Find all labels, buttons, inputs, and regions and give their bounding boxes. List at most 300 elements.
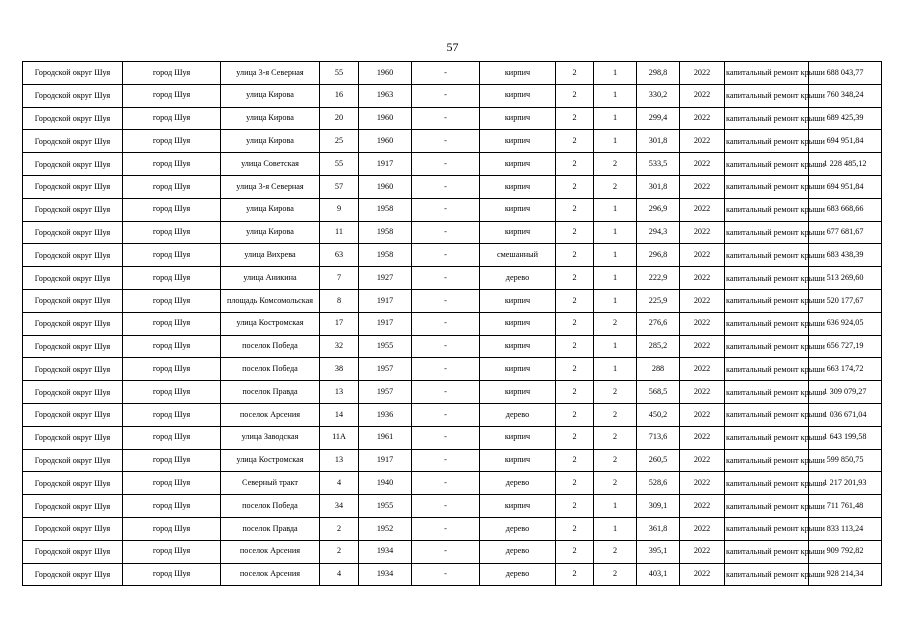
blank-cell: - (412, 517, 480, 540)
plan-year-cell: 2022 (680, 540, 725, 563)
cost-cell: 683 668,66 (809, 198, 882, 221)
cost-cell: 694 951,84 (809, 130, 882, 153)
build-year-cell: 1957 (359, 381, 412, 404)
house-number-cell: 16 (320, 84, 359, 107)
house-number-cell: 34 (320, 495, 359, 518)
plan-year-cell: 2022 (680, 289, 725, 312)
table-row (23, 153, 882, 176)
municipality-cell: Городской округ Шуя (23, 84, 123, 107)
settlement-cell: город Шуя (123, 130, 221, 153)
blank-cell: - (412, 563, 480, 586)
blank-cell: - (412, 62, 480, 85)
work-type-cell: капитальный ремонт крыши (725, 449, 809, 472)
table-row (23, 221, 882, 244)
municipality-cell: Городской округ Шуя (23, 495, 123, 518)
area-cell: 296,8 (637, 244, 680, 267)
area-cell: 294,3 (637, 221, 680, 244)
work-type-cell: капитальный ремонт крыши (725, 312, 809, 335)
table-row (23, 130, 882, 153)
work-type-cell: капитальный ремонт крыши (725, 426, 809, 449)
settlement-cell: город Шуя (123, 244, 221, 267)
settlement-cell: город Шуя (123, 358, 221, 381)
street-cell: Северный тракт (221, 472, 320, 495)
house-number-cell: 57 (320, 175, 359, 198)
table-row (23, 403, 882, 426)
house-number-cell: 13 (320, 381, 359, 404)
table-row (23, 358, 882, 381)
area-cell: 301,8 (637, 175, 680, 198)
cost-cell: 1 036 671,04 (809, 403, 882, 426)
floors-cell: 2 (556, 358, 594, 381)
area-cell: 260,5 (637, 449, 680, 472)
street-cell: улица 3-я Северная (221, 175, 320, 198)
municipality-cell: Городской округ Шуя (23, 381, 123, 404)
street-cell: улица Кирова (221, 221, 320, 244)
municipality-cell: Городской округ Шуя (23, 244, 123, 267)
table-row (23, 540, 882, 563)
entrances-cell: 2 (594, 426, 637, 449)
cost-cell: 663 174,72 (809, 358, 882, 381)
cost-cell: 599 850,75 (809, 449, 882, 472)
cost-cell: 694 951,84 (809, 175, 882, 198)
street-cell: площадь Комсомольская (221, 289, 320, 312)
entrances-cell: 2 (594, 403, 637, 426)
area-cell: 330,2 (637, 84, 680, 107)
settlement-cell: город Шуя (123, 312, 221, 335)
floors-cell: 2 (556, 335, 594, 358)
table-row (23, 84, 882, 107)
work-type-cell: капитальный ремонт крыши (725, 358, 809, 381)
house-number-cell: 7 (320, 267, 359, 290)
street-cell: поселок Правда (221, 517, 320, 540)
house-number-cell: 13 (320, 449, 359, 472)
entrances-cell: 2 (594, 449, 637, 472)
cost-cell: 689 425,39 (809, 107, 882, 130)
cost-cell: 520 177,67 (809, 289, 882, 312)
work-type-cell: капитальный ремонт крыши (725, 221, 809, 244)
area-cell: 225,9 (637, 289, 680, 312)
work-type-cell: капитальный ремонт крыши (725, 84, 809, 107)
work-type-cell: капитальный ремонт крыши (725, 244, 809, 267)
work-type-cell: капитальный ремонт крыши (725, 198, 809, 221)
entrances-cell: 2 (594, 381, 637, 404)
plan-year-cell: 2022 (680, 175, 725, 198)
house-number-cell: 4 (320, 472, 359, 495)
area-cell: 285,2 (637, 335, 680, 358)
floors-cell: 2 (556, 244, 594, 267)
table-row (23, 175, 882, 198)
municipality-cell: Городской округ Шуя (23, 289, 123, 312)
entrances-cell: 1 (594, 198, 637, 221)
settlement-cell: город Шуя (123, 472, 221, 495)
table-row (23, 563, 882, 586)
municipality-cell: Городской округ Шуя (23, 62, 123, 85)
floors-cell: 2 (556, 130, 594, 153)
table-row (23, 426, 882, 449)
floors-cell: 2 (556, 84, 594, 107)
house-number-cell: 55 (320, 62, 359, 85)
work-type-cell: капитальный ремонт крыши (725, 472, 809, 495)
entrances-cell: 1 (594, 221, 637, 244)
build-year-cell: 1917 (359, 449, 412, 472)
street-cell: улица 3-я Северная (221, 62, 320, 85)
table-row (23, 335, 882, 358)
blank-cell: - (412, 472, 480, 495)
cost-cell: 711 761,48 (809, 495, 882, 518)
settlement-cell: город Шуя (123, 335, 221, 358)
wall-material-cell: дерево (480, 563, 556, 586)
settlement-cell: город Шуя (123, 84, 221, 107)
area-cell: 296,9 (637, 198, 680, 221)
blank-cell: - (412, 312, 480, 335)
floors-cell: 2 (556, 107, 594, 130)
municipality-cell: Городской округ Шуя (23, 540, 123, 563)
build-year-cell: 1955 (359, 335, 412, 358)
work-type-cell: капитальный ремонт крыши (725, 153, 809, 176)
build-year-cell: 1917 (359, 312, 412, 335)
area-cell: 568,5 (637, 381, 680, 404)
municipality-cell: Городской округ Шуя (23, 426, 123, 449)
settlement-cell: город Шуя (123, 426, 221, 449)
plan-year-cell: 2022 (680, 495, 725, 518)
settlement-cell: город Шуя (123, 153, 221, 176)
entrances-cell: 1 (594, 130, 637, 153)
work-type-cell: капитальный ремонт крыши (725, 107, 809, 130)
build-year-cell: 1960 (359, 62, 412, 85)
municipality-cell: Городской округ Шуя (23, 403, 123, 426)
entrances-cell: 2 (594, 153, 637, 176)
cost-cell: 928 214,34 (809, 563, 882, 586)
street-cell: улица Заводская (221, 426, 320, 449)
street-cell: улица Кирова (221, 84, 320, 107)
table-row (23, 198, 882, 221)
area-cell: 276,6 (637, 312, 680, 335)
floors-cell: 2 (556, 472, 594, 495)
work-type-cell: капитальный ремонт крыши (725, 540, 809, 563)
floors-cell: 2 (556, 175, 594, 198)
plan-year-cell: 2022 (680, 107, 725, 130)
work-type-cell: капитальный ремонт крыши (725, 62, 809, 85)
build-year-cell: 1936 (359, 403, 412, 426)
area-cell: 309,1 (637, 495, 680, 518)
floors-cell: 2 (556, 517, 594, 540)
municipality-cell: Городской округ Шуя (23, 449, 123, 472)
street-cell: улица Вихрева (221, 244, 320, 267)
house-number-cell: 25 (320, 130, 359, 153)
blank-cell: - (412, 84, 480, 107)
blank-cell: - (412, 289, 480, 312)
floors-cell: 2 (556, 312, 594, 335)
wall-material-cell: кирпич (480, 130, 556, 153)
entrances-cell: 2 (594, 563, 637, 586)
cost-cell: 656 727,19 (809, 335, 882, 358)
cost-cell: 1 309 079,27 (809, 381, 882, 404)
wall-material-cell: кирпич (480, 449, 556, 472)
settlement-cell: город Шуя (123, 175, 221, 198)
cost-cell: 683 438,39 (809, 244, 882, 267)
plan-year-cell: 2022 (680, 563, 725, 586)
table-row (23, 107, 882, 130)
wall-material-cell: кирпич (480, 358, 556, 381)
plan-year-cell: 2022 (680, 403, 725, 426)
blank-cell: - (412, 244, 480, 267)
municipality-cell: Городской округ Шуя (23, 563, 123, 586)
build-year-cell: 1958 (359, 221, 412, 244)
settlement-cell: город Шуя (123, 289, 221, 312)
entrances-cell: 1 (594, 335, 637, 358)
work-type-cell: капитальный ремонт крыши (725, 381, 809, 404)
blank-cell: - (412, 198, 480, 221)
blank-cell: - (412, 358, 480, 381)
municipality-cell: Городской округ Шуя (23, 153, 123, 176)
cost-cell: 833 113,24 (809, 517, 882, 540)
area-cell: 713,6 (637, 426, 680, 449)
floors-cell: 2 (556, 449, 594, 472)
cost-cell: 636 924,05 (809, 312, 882, 335)
build-year-cell: 1940 (359, 472, 412, 495)
table-row (23, 381, 882, 404)
build-year-cell: 1927 (359, 267, 412, 290)
settlement-cell: город Шуя (123, 198, 221, 221)
plan-year-cell: 2022 (680, 153, 725, 176)
build-year-cell: 1960 (359, 130, 412, 153)
table-row (23, 267, 882, 290)
street-cell: поселок Победа (221, 495, 320, 518)
build-year-cell: 1955 (359, 495, 412, 518)
house-number-cell: 4 (320, 563, 359, 586)
wall-material-cell: кирпич (480, 175, 556, 198)
work-type-cell: капитальный ремонт крыши (725, 267, 809, 290)
plan-year-cell: 2022 (680, 130, 725, 153)
wall-material-cell: кирпич (480, 381, 556, 404)
settlement-cell: город Шуя (123, 221, 221, 244)
plan-year-cell: 2022 (680, 84, 725, 107)
house-number-cell: 32 (320, 335, 359, 358)
cost-cell: 1 643 199,58 (809, 426, 882, 449)
build-year-cell: 1958 (359, 244, 412, 267)
entrances-cell: 2 (594, 472, 637, 495)
cost-cell: 1 217 201,93 (809, 472, 882, 495)
area-cell: 528,6 (637, 472, 680, 495)
blank-cell: - (412, 449, 480, 472)
wall-material-cell: кирпич (480, 495, 556, 518)
settlement-cell: город Шуя (123, 267, 221, 290)
floors-cell: 2 (556, 381, 594, 404)
wall-material-cell: дерево (480, 403, 556, 426)
cost-cell: 688 043,77 (809, 62, 882, 85)
build-year-cell: 1958 (359, 198, 412, 221)
build-year-cell: 1960 (359, 175, 412, 198)
wall-material-cell: дерево (480, 517, 556, 540)
plan-year-cell: 2022 (680, 449, 725, 472)
wall-material-cell: дерево (480, 472, 556, 495)
entrances-cell: 1 (594, 107, 637, 130)
area-cell: 450,2 (637, 403, 680, 426)
plan-year-cell: 2022 (680, 358, 725, 381)
settlement-cell: город Шуя (123, 449, 221, 472)
area-cell: 298,8 (637, 62, 680, 85)
entrances-cell: 2 (594, 540, 637, 563)
street-cell: улица Костромская (221, 312, 320, 335)
work-type-cell: капитальный ремонт крыши (725, 495, 809, 518)
plan-year-cell: 2022 (680, 267, 725, 290)
floors-cell: 2 (556, 540, 594, 563)
plan-year-cell: 2022 (680, 62, 725, 85)
blank-cell: - (412, 221, 480, 244)
table-row (23, 244, 882, 267)
house-number-cell: 9 (320, 198, 359, 221)
area-cell: 361,8 (637, 517, 680, 540)
floors-cell: 2 (556, 289, 594, 312)
table-row (23, 472, 882, 495)
build-year-cell: 1934 (359, 563, 412, 586)
blank-cell: - (412, 130, 480, 153)
municipality-cell: Городской округ Шуя (23, 107, 123, 130)
plan-year-cell: 2022 (680, 335, 725, 358)
table-row (23, 495, 882, 518)
entrances-cell: 1 (594, 358, 637, 381)
wall-material-cell: кирпич (480, 426, 556, 449)
floors-cell: 2 (556, 495, 594, 518)
wall-material-cell: дерево (480, 540, 556, 563)
blank-cell: - (412, 107, 480, 130)
entrances-cell: 1 (594, 289, 637, 312)
entrances-cell: 1 (594, 267, 637, 290)
table-row (23, 62, 882, 85)
cost-cell: 513 269,60 (809, 267, 882, 290)
street-cell: поселок Победа (221, 335, 320, 358)
street-cell: поселок Арсения (221, 540, 320, 563)
entrances-cell: 1 (594, 62, 637, 85)
wall-material-cell: кирпич (480, 62, 556, 85)
street-cell: поселок Арсения (221, 563, 320, 586)
floors-cell: 2 (556, 403, 594, 426)
house-number-cell: 11А (320, 426, 359, 449)
wall-material-cell: кирпич (480, 221, 556, 244)
house-number-cell: 8 (320, 289, 359, 312)
cost-cell: 677 681,67 (809, 221, 882, 244)
plan-year-cell: 2022 (680, 244, 725, 267)
plan-year-cell: 2022 (680, 198, 725, 221)
street-cell: поселок Арсения (221, 403, 320, 426)
municipality-cell: Городской округ Шуя (23, 221, 123, 244)
settlement-cell: город Шуя (123, 403, 221, 426)
wall-material-cell: кирпич (480, 335, 556, 358)
plan-year-cell: 2022 (680, 312, 725, 335)
area-cell: 395,1 (637, 540, 680, 563)
work-type-cell: капитальный ремонт крыши (725, 517, 809, 540)
house-number-cell: 38 (320, 358, 359, 381)
municipality-cell: Городской округ Шуя (23, 472, 123, 495)
house-number-cell: 2 (320, 540, 359, 563)
cost-cell: 1 228 485,12 (809, 153, 882, 176)
entrances-cell: 2 (594, 312, 637, 335)
table-row (23, 449, 882, 472)
municipality-cell: Городской округ Шуя (23, 130, 123, 153)
wall-material-cell: кирпич (480, 107, 556, 130)
build-year-cell: 1952 (359, 517, 412, 540)
plan-year-cell: 2022 (680, 381, 725, 404)
entrances-cell: 1 (594, 517, 637, 540)
blank-cell: - (412, 153, 480, 176)
area-cell: 533,5 (637, 153, 680, 176)
wall-material-cell: кирпич (480, 153, 556, 176)
municipality-cell: Городской округ Шуя (23, 198, 123, 221)
house-number-cell: 11 (320, 221, 359, 244)
plan-year-cell: 2022 (680, 517, 725, 540)
floors-cell: 2 (556, 426, 594, 449)
entrances-cell: 1 (594, 244, 637, 267)
table-row (23, 517, 882, 540)
wall-material-cell: кирпич (480, 84, 556, 107)
blank-cell: - (412, 175, 480, 198)
blank-cell: - (412, 403, 480, 426)
street-cell: поселок Правда (221, 381, 320, 404)
settlement-cell: город Шуя (123, 381, 221, 404)
building-repair-table (22, 61, 882, 586)
floors-cell: 2 (556, 62, 594, 85)
work-type-cell: капитальный ремонт крыши (725, 175, 809, 198)
municipality-cell: Городской округ Шуя (23, 335, 123, 358)
settlement-cell: город Шуя (123, 540, 221, 563)
street-cell: поселок Победа (221, 358, 320, 381)
build-year-cell: 1917 (359, 289, 412, 312)
municipality-cell: Городской округ Шуя (23, 175, 123, 198)
floors-cell: 2 (556, 221, 594, 244)
work-type-cell: капитальный ремонт крыши (725, 335, 809, 358)
cost-cell: 909 792,82 (809, 540, 882, 563)
entrances-cell: 1 (594, 495, 637, 518)
settlement-cell: город Шуя (123, 563, 221, 586)
house-number-cell: 2 (320, 517, 359, 540)
plan-year-cell: 2022 (680, 426, 725, 449)
area-cell: 403,1 (637, 563, 680, 586)
work-type-cell: капитальный ремонт крыши (725, 563, 809, 586)
municipality-cell: Городской округ Шуя (23, 312, 123, 335)
wall-material-cell: дерево (480, 267, 556, 290)
floors-cell: 2 (556, 563, 594, 586)
blank-cell: - (412, 335, 480, 358)
build-year-cell: 1961 (359, 426, 412, 449)
area-cell: 288 (637, 358, 680, 381)
municipality-cell: Городской округ Шуя (23, 358, 123, 381)
area-cell: 299,4 (637, 107, 680, 130)
street-cell: улица Кирова (221, 130, 320, 153)
street-cell: улица Аникина (221, 267, 320, 290)
blank-cell: - (412, 540, 480, 563)
wall-material-cell: смешанный (480, 244, 556, 267)
entrances-cell: 2 (594, 175, 637, 198)
house-number-cell: 20 (320, 107, 359, 130)
house-number-cell: 14 (320, 403, 359, 426)
plan-year-cell: 2022 (680, 472, 725, 495)
build-year-cell: 1934 (359, 540, 412, 563)
build-year-cell: 1917 (359, 153, 412, 176)
table-row (23, 312, 882, 335)
page-number: 57 (446, 40, 459, 54)
build-year-cell: 1960 (359, 107, 412, 130)
area-cell: 222,9 (637, 267, 680, 290)
floors-cell: 2 (556, 267, 594, 290)
wall-material-cell: кирпич (480, 289, 556, 312)
build-year-cell: 1957 (359, 358, 412, 381)
settlement-cell: город Шуя (123, 495, 221, 518)
table-row (23, 289, 882, 312)
street-cell: улица Кирова (221, 198, 320, 221)
table-body (23, 62, 882, 586)
wall-material-cell: кирпич (480, 312, 556, 335)
plan-year-cell: 2022 (680, 221, 725, 244)
